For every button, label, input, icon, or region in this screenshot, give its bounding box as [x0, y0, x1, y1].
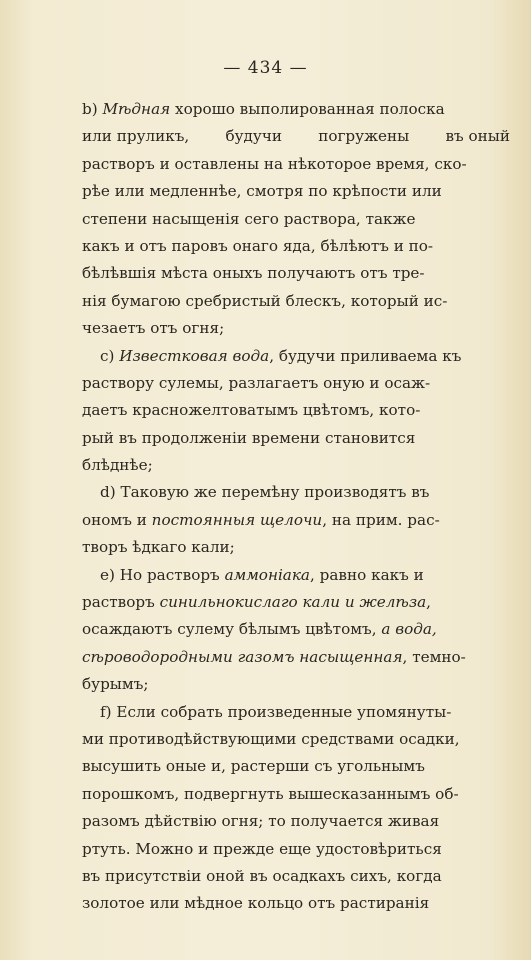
text-segment: нія бумагою сребристый блескъ, который ис- — [82, 291, 448, 310]
text-segment: порошкомъ, подвергнуть вышесказаннымъ об- — [82, 784, 459, 803]
text-line — [82, 343, 510, 370]
text-segment: золотое или мѣдное кольцо отъ растиранія — [82, 894, 430, 913]
text-segment: хорошо выполированная полоска — [170, 100, 445, 118]
text-line — [82, 863, 510, 890]
italic-text: Известковая вода — [119, 346, 270, 365]
text-line — [82, 507, 510, 534]
text-line — [82, 479, 510, 506]
text-segment: растворъ и оставлены на нѣкоторое время, ско- — [82, 154, 467, 173]
text-segment: бѣлѣвшія мѣста оныхъ получаютъ отъ тре- — [82, 264, 425, 283]
text-segment: ми противодѣйствующими средствами осадки, — [82, 729, 460, 748]
text-line — [82, 370, 510, 397]
text-segment: , на прим. рас- — [322, 510, 440, 529]
italic-text: синильнокислаго кали и желѣза — [159, 593, 427, 612]
text-line — [82, 233, 510, 260]
text-segment: рый въ продолженіи времени становится — [82, 428, 416, 447]
text-segment: или пруликъ, — [82, 127, 190, 146]
italic-text: постоянныя щелочи — [151, 510, 323, 529]
text-line — [82, 753, 510, 780]
text-segment: осаждаютъ сулему бѣлымъ цвѣтомъ, — [82, 620, 382, 639]
body-text — [82, 96, 510, 918]
text-segment: рѣе или медленнѣе, смотря по крѣпости или — [82, 182, 442, 201]
text-segment: , темно- — [402, 647, 466, 666]
italic-text: аммоніака — [224, 565, 310, 584]
text-line — [82, 397, 510, 424]
text-line — [82, 96, 510, 123]
text-segment: e) Но растворъ — [100, 565, 225, 584]
text-segment: какъ и отъ паровъ онаго яда, бѣлѣютъ и по- — [82, 236, 434, 255]
page-number: — 434 — — [223, 58, 308, 78]
text-segment: , — [426, 593, 431, 612]
text-line — [82, 534, 510, 561]
text-segment: , равно какъ и — [310, 565, 424, 584]
text-line — [82, 315, 510, 342]
text-line — [82, 781, 510, 808]
text-line — [82, 151, 510, 178]
text-line — [82, 726, 510, 753]
text-line — [82, 890, 510, 917]
text-segment: въ присутствіи оной въ осадкахъ сихъ, когда — [82, 866, 442, 885]
text-segment: въ оный — [445, 127, 510, 146]
text-line — [82, 178, 510, 205]
text-line — [82, 836, 510, 863]
text-segment: b) — [82, 100, 103, 118]
italic-text: сѣроводородными газомъ насыщенная — [82, 647, 403, 666]
text-line — [82, 123, 510, 150]
italic-text: а вода, — [381, 620, 437, 639]
text-segment: бурымъ; — [82, 675, 149, 694]
text-segment: c) — [100, 346, 120, 365]
text-line — [82, 589, 510, 616]
text-line — [82, 616, 510, 643]
text-line — [82, 562, 510, 589]
text-segment: будучи — [225, 127, 282, 146]
text-segment: разомъ дѣйствію огня; то получается живая — [82, 812, 440, 831]
text-segment: d) Таковую же перемѣну производятъ въ — [100, 483, 430, 502]
text-segment: чезаетъ отъ огня; — [82, 319, 225, 338]
text-line — [82, 206, 510, 233]
text-segment: ономъ и — [82, 510, 152, 529]
text-segment: раствору сулемы, разлагаетъ оную и осаж- — [82, 373, 431, 392]
text-line — [82, 808, 510, 835]
text-line — [82, 452, 510, 479]
italic-text: Мѣдная — [102, 100, 171, 118]
text-line — [82, 425, 510, 452]
text-line — [82, 699, 510, 726]
text-segment: , будучи приливаема къ — [269, 346, 462, 365]
text-segment: ртуть. Можно и прежде еще удостовѣриться — [82, 839, 442, 858]
text-line — [82, 260, 510, 287]
text-line — [82, 644, 510, 671]
text-segment: растворъ — [82, 593, 160, 612]
text-segment: степени насыщенія сего раствора, также — [82, 209, 416, 228]
text-segment: f) Если собрать произведенные упомянуты- — [100, 702, 452, 721]
text-line — [82, 671, 510, 698]
text-segment: даетъ красножелтоватымъ цвѣтомъ, кото- — [82, 401, 421, 420]
text-line — [82, 288, 510, 315]
text-segment: блѣднѣе; — [82, 456, 153, 475]
text-segment: творъ ѣдкаго кали; — [82, 538, 235, 557]
text-segment: высушить оные и, растерши съ угольнымъ — [82, 757, 425, 776]
text-segment: погружены — [318, 127, 410, 146]
